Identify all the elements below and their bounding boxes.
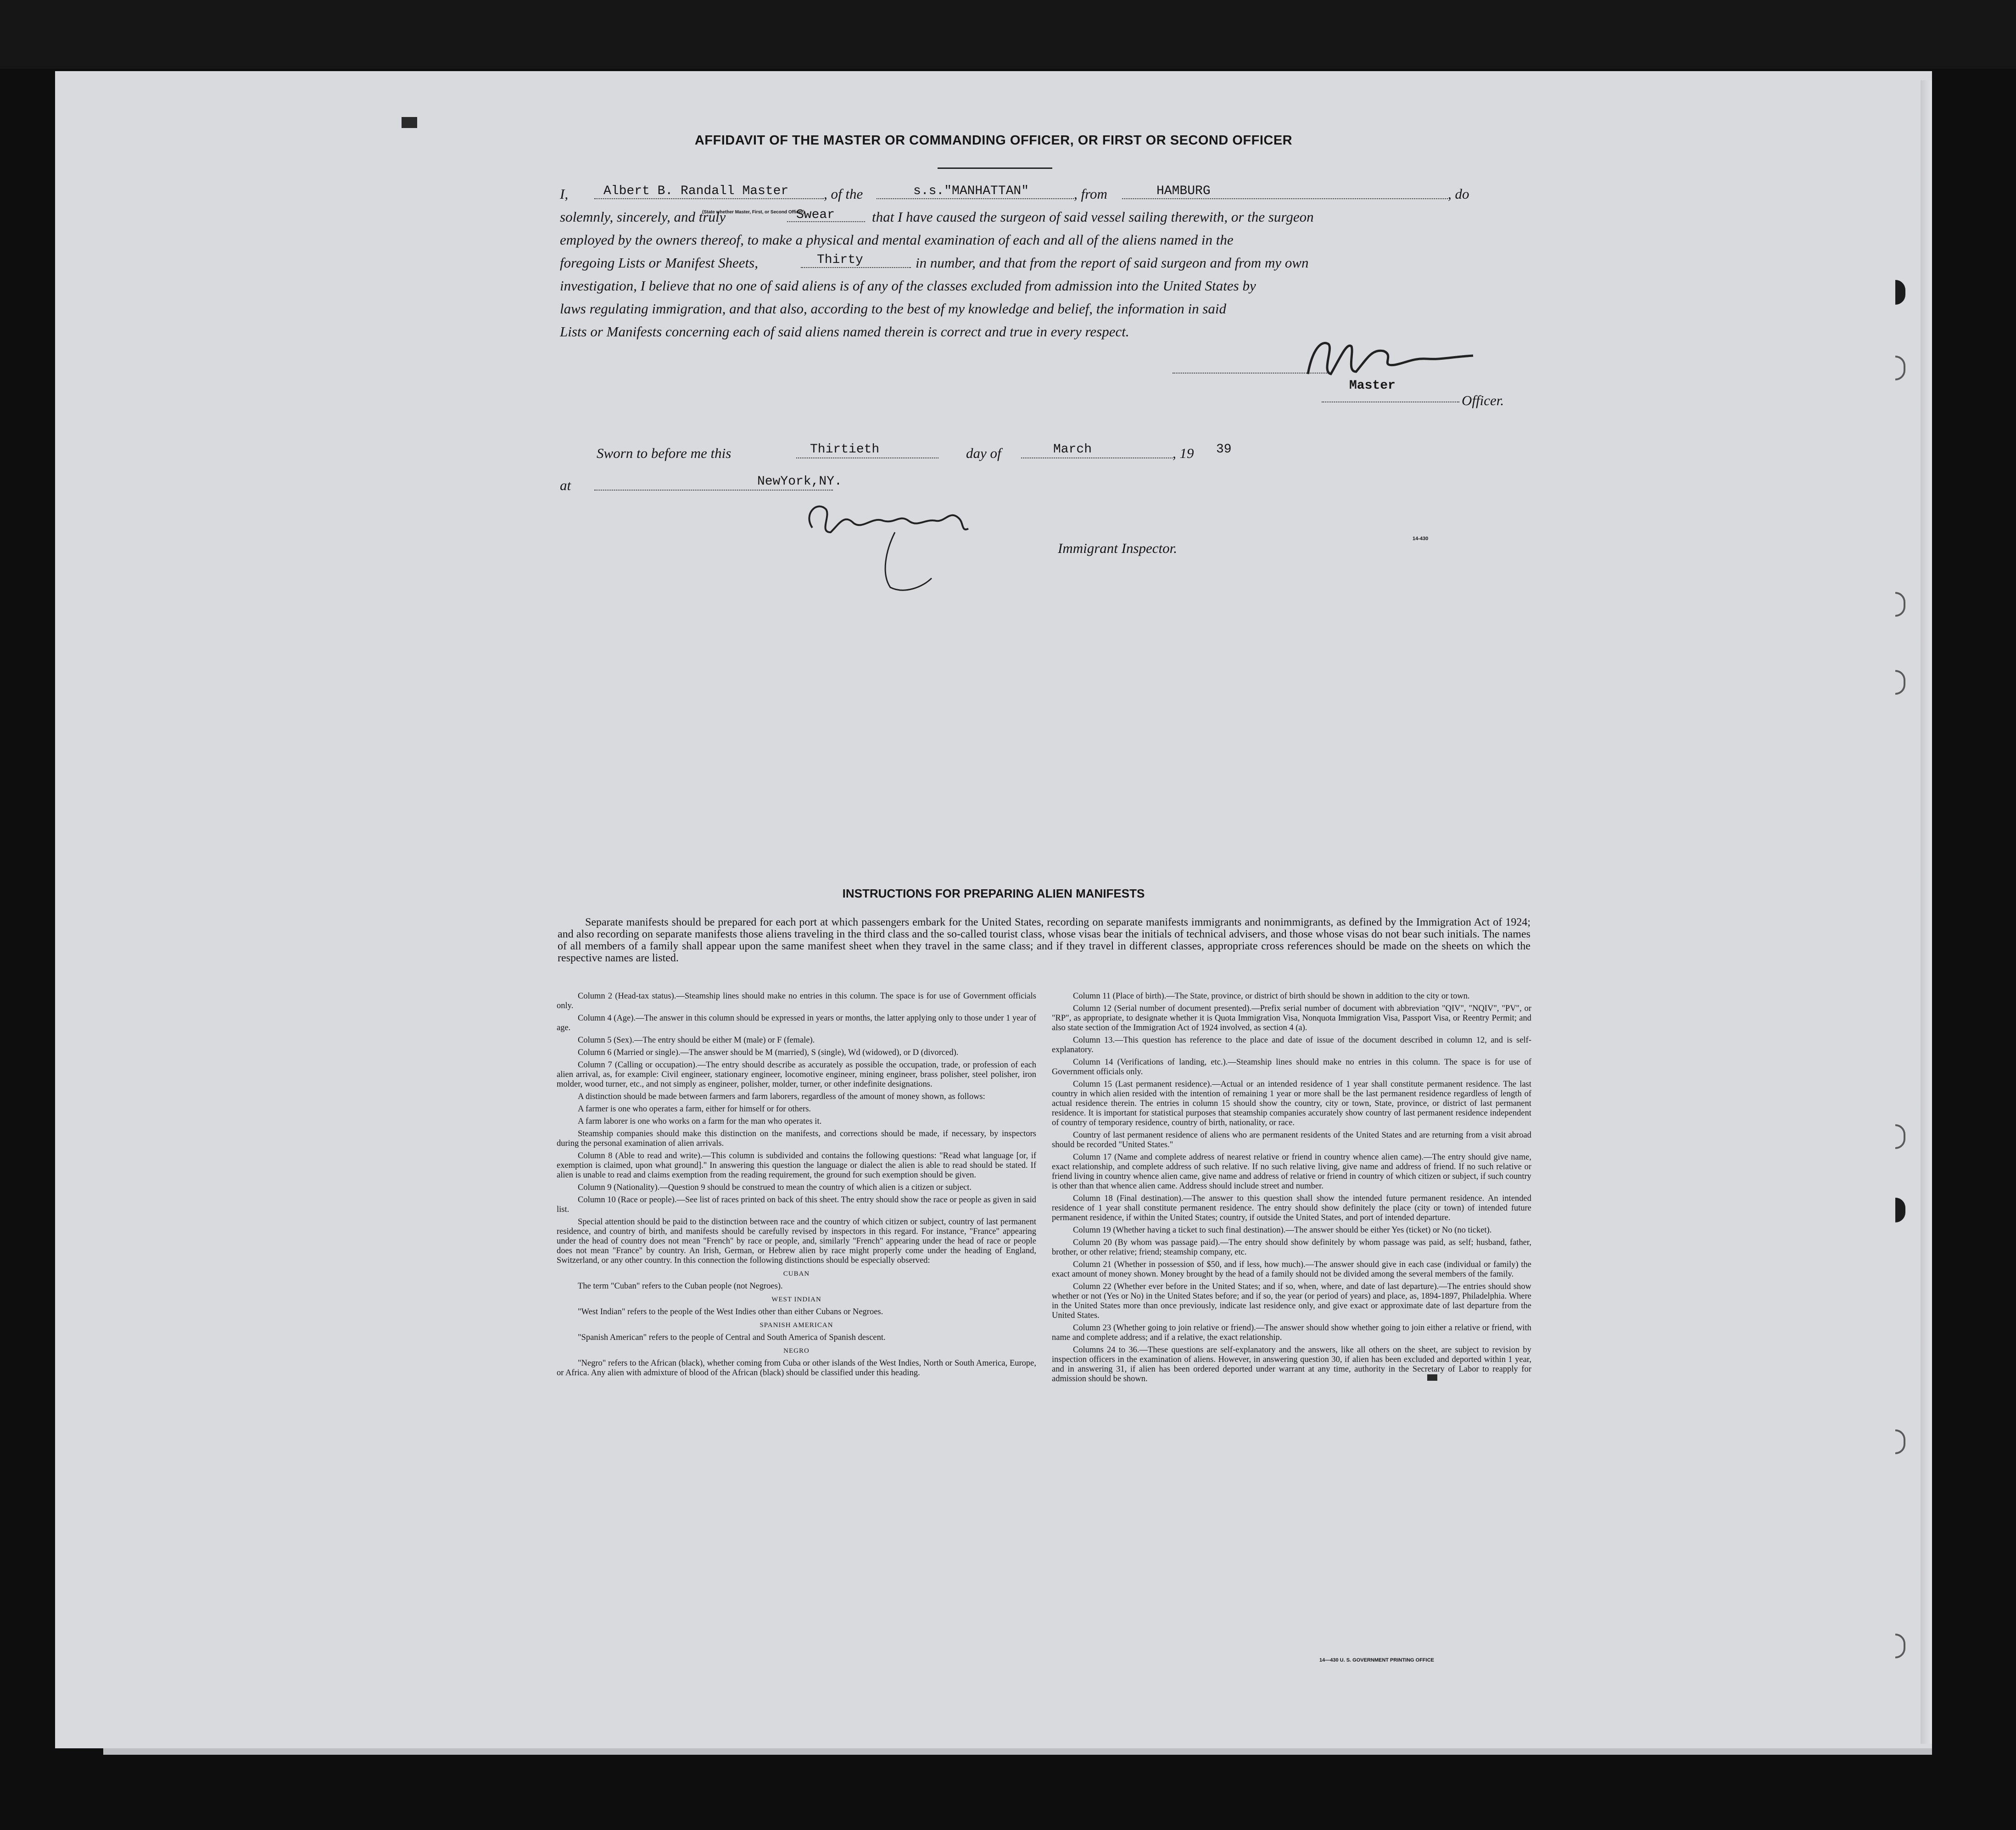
instruction-paragraph: "Spanish American" refers to the people of Central and South America of Spanish descent.	[578, 1333, 886, 1342]
affidavit-I: I,	[560, 186, 569, 202]
instruction-paragraph: Columns 24 to 36.—These questions are self-explanatory and the answers, like all others on the sheet, are subject to revision by inspection officers in the examination of aliens. However, in answering question 30, if alien has been excluded and deported within 1 year, and in answering 31, if alien has been ordered deported under warrant at any time, authority in the Secretary of Labor to reapply for admission should be shown.	[1052, 1345, 1531, 1384]
title-rule	[938, 167, 1052, 169]
do-label: , do	[1448, 186, 1469, 202]
affidavit-line-2a: solemnly, sincerely, and truly	[560, 209, 726, 225]
instruction-paragraph: "Negro" refers to the African (black), whether coming from Cuba or other islands of the West Indies, North or South America, Europe, or Africa. Any alien with admixture of blood of the African (black) should be classified under this heading.	[557, 1359, 1036, 1378]
affidavit-line-3: employed by the owners thereof, to make a physical and mental examination of each and all of the aliens named in the	[560, 232, 1234, 248]
instruction-paragraph: Column 7 (Calling or occupation).—The entry should describe as accurately as possible the occupation, trade, or profession of each alien arrival, as, for example: Civil engineer, stationary engineer, locomotive engineer, mining engineer, brass polisher, steel polisher, iron molder, wood turner, etc., and not simply as engineer, polisher, molder, turner, or other indefinite designations.	[557, 1060, 1036, 1089]
affidavit-line-5: investigation, I believe that no one of said aliens is of any of the classes excluded from admission into the United States by	[560, 278, 1256, 294]
instruction-paragraph: Column 13.—This question has reference to the place and date of issue of the document described in column 12, and is self-explanatory.	[1052, 1036, 1531, 1054]
instruction-paragraph: Column 5 (Sex).—The entry should be either M (male) or F (female).	[578, 1036, 815, 1045]
instruction-paragraph: Column 11 (Place of birth).—The State, province, or district of birth should be shown in addition to the city or town.	[1073, 992, 1470, 1001]
from-label: , from	[1074, 186, 1107, 202]
instruction-paragraph: Column 19 (Whether having a ticket to such final destination).—The answer should be either Yes (ticket) or No (no ticket).	[1073, 1226, 1492, 1235]
page-right-edge	[1921, 80, 1932, 1744]
instruction-paragraph: Column 9 (Nationality).—Question 9 should be construed to mean the country of which alien is a citizen or subject.	[578, 1183, 972, 1192]
heading-negro: NEGRO	[783, 1347, 810, 1355]
sworn-month: March	[1053, 442, 1092, 457]
heading-west-indian: WEST INDIAN	[771, 1296, 821, 1303]
instruction-paragraph: Column 4 (Age).—The answer in this column should be expressed in years or months, the latter applying only to those under 1 year of age.	[557, 1014, 1036, 1032]
instruction-paragraph: Column 2 (Head-tax status).—Steamship lines should make no entries in this column. The space is for use of Government officials only.	[557, 992, 1036, 1010]
sheet-count: Thirty	[817, 253, 863, 267]
instruction-paragraph: Column 10 (Race or people).—See list of races printed on back of this sheet. The entry should show the race or people as given in said list.	[557, 1195, 1036, 1214]
printer-mark: 14—430 U. S. GOVERNMENT PRINTING OFFICE	[1319, 1657, 1434, 1663]
officer-hint: (State whether Master, First, or Second Officer)	[702, 210, 805, 215]
year-suffix: 39	[1216, 442, 1232, 457]
manifest-page	[55, 71, 1932, 1748]
instruction-paragraph: A farm laborer is one who works on a farm for the man who operates it.	[578, 1117, 822, 1126]
instruction-paragraph: A farmer is one who operates a farm, either for himself or for others.	[578, 1105, 811, 1114]
instruction-paragraph: Country of last permanent residence of aliens who are permanent residents of the United States and are returning from a visit abroad should be recorded "United States."	[1052, 1131, 1531, 1149]
instructions-intro: Separate manifests should be prepared for each port at which passengers embark for the United States, recording on separate manifests immigrants and nonimmigrants, as defined by the Immigration Act of 1924; and also recording on separate manifests those aliens traveling in the third class and the so-called tourist class, whose visas bear the initials of technical advisers, and those whose visas do not bear such initials. The names of all members of a family shall appear upon the same manifest sheet when they travel in the same class; and if they travel in different classes, appropriate cross references should be made on the sheets on which the respective names are listed.	[558, 916, 1530, 964]
instructions-right-column	[1052, 992, 1531, 1387]
instruction-paragraph: Column 20 (By whom was passage paid).—The entry should show definitely by whom passage was paid, as self; husband, father, brother, or other relative; friend; steamship company, etc.	[1052, 1238, 1531, 1257]
officer-label: Officer.	[1462, 392, 1504, 408]
affidavit-line-4b: in number, and that from the report of said surgeon and from my own	[916, 255, 1309, 271]
instruction-paragraph: Column 21 (Whether in possession of $50, and if less, how much).—The answer should give in each case (individual or family) the exact amount of money shown. Money brought by the head of a family should not be divided among the several members of the family.	[1052, 1260, 1531, 1279]
affidavit-line-2b: that I have caused the surgeon of said vessel sailing therewith, or the surgeon	[872, 209, 1314, 225]
year-prefix: , 19	[1173, 445, 1194, 461]
master-rank: Master	[1349, 379, 1396, 393]
place: NewYork,NY.	[757, 474, 842, 489]
instruction-paragraph: Column 23 (Whether going to join relative or friend).—The answer should show whether going to join either a relative or friend, with name and complete address; and if a relative, the exact relationship.	[1052, 1323, 1531, 1342]
port-name: HAMBURG	[1156, 184, 1211, 198]
scan-speck	[402, 117, 417, 128]
of-the-label: , of the	[824, 186, 863, 202]
instructions-left-column	[557, 992, 1036, 1381]
instruction-paragraph: The term "Cuban" refers to the Cuban people (not Negroes).	[578, 1282, 783, 1291]
instruction-paragraph: Column 12 (Serial number of document presented).—Prefix serial number of document with abbreviation "QIV", "NQIV", "PV", or "RP", as appropriate, to designate whether it is Quota Immigration Visa, Nonquota Immigration Visa, Passport Visa, or Reentry Permit; and also state section of the Immigration Act of 1924 involved, as section 4 (a).	[1052, 1004, 1531, 1032]
inspector-label: Immigrant Inspector.	[1058, 540, 1178, 556]
officer-name: Albert B. Randall Master	[603, 184, 789, 198]
sworn-label: Sworn to before me this	[597, 445, 732, 461]
oath-word: Swear	[796, 208, 835, 222]
day-of-label: day of	[966, 445, 1001, 461]
instruction-paragraph: Column 8 (Able to read and write).—This column is subdivided and contains the following questions: "Read what language [or, if exemption is claimed, upon what ground]." In answering this question the language or dialect the alien is able to read should be stated. If alien is unable to read and claims exemption from the reading requirement, the ground for such exemption should be given.	[557, 1151, 1036, 1180]
affidavit-line-7: Lists or Manifests concerning each of said aliens named therein is correct and true in every respect.	[560, 324, 1129, 340]
instruction-paragraph: Column 17 (Name and complete address of nearest relative or friend in country whence alien came).—The entry should give name, exact relationship, and complete address of such relative. If no such relative living, give name and address of friend. If no such relative or friend living in country whence alien came, give name and address of relative or friend in country of which citizen or subject, if such country is other than that whence alien came. Address should include street and number.	[1052, 1153, 1531, 1191]
vessel-name: s.s."MANHATTAN"	[913, 184, 1029, 198]
instruction-paragraph: A distinction should be made between farmers and farm laborers, regardless of the amount of money shown, as follows:	[578, 1092, 985, 1101]
heading-spanish-american: SPANISH AMERICAN	[759, 1322, 833, 1329]
sworn-day: Thirtieth	[810, 442, 880, 457]
heading-cuban: CUBAN	[783, 1270, 810, 1278]
instruction-paragraph: Column 18 (Final destination).—The answer to this question shall show the intended future permanent residence. An intended residence of 1 year shall constitute permanent residence. The entry should show definitely the place (city or town) of intended future permanent residence, if within the United States; country, if outside the United States, and port of intended departure.	[1052, 1194, 1531, 1222]
at-label: at	[560, 477, 571, 493]
instruction-paragraph: "West Indian" refers to the people of the West Indies other than either Cubans or Negroes.	[578, 1307, 883, 1317]
affidavit-line-4a: foregoing Lists or Manifest Sheets,	[560, 255, 758, 271]
instructions-title: INSTRUCTIONS FOR PREPARING ALIEN MANIFESTS	[842, 887, 1145, 900]
affidavit-title: AFFIDAVIT OF THE MASTER OR COMMANDING OFFICER, OR FIRST OR SECOND OFFICER	[694, 133, 1293, 148]
form-number: 14-430	[1413, 536, 1429, 541]
instruction-paragraph: Special attention should be paid to the distinction between race and the country of which citizen or subject, country of last permanent residence, and country of birth, and manifests should be carefully revised by inspectors in this regard. For instance, "France" appearing under the head of country does not mean "French" by race or people, and, similarly "French" appearing under the head of race or people does not mean "France" by country. An Irish, German, or Hebrew alien by race might properly come under the heading of England, Switzerland, or any other country. In this connection the following distinctions should be especially observed:	[557, 1217, 1036, 1265]
instruction-paragraph: Steamship companies should make this distinction on the manifests, and corrections should be made, if necessary, by inspectors during the personal examination of alien arrivals.	[557, 1129, 1036, 1148]
scan-border	[0, 0, 2016, 69]
instruction-paragraph: Column 15 (Last permanent residence).—Actual or an intended residence of 1 year shall constitute permanent residence. The last country in which alien resided with the intention of remaining 1 year or more shall be the last permanent residence regardless of length of actual residence therein. The entries in column 15 should show the country, city or town, State, province, or district of last permanent residence. It is important for statistical purposes that steamship companies accurately show country of last permanent residence independent of country of temporary residence, country of birth, nationality, or race.	[1052, 1080, 1531, 1127]
affidavit-line-6: laws regulating immigration, and that also, according to the best of my knowledge and belief, the information in said	[560, 301, 1227, 317]
instruction-paragraph: Column 22 (Whether ever before in the United States; and if so, when, where, and date of last departure).—The entries should show whether or not (Yes or No) in the United States before; and if so, the year (or period of years) and place, as, 1894-1897, Philadelphia. Where in the United States more than once previously, indicate last residence only, and give exact or approximate date of last departure from the United States.	[1052, 1282, 1531, 1320]
instruction-paragraph: Column 6 (Married or single).—The answer should be M (married), S (single), Wd (widowed), or D (divorced).	[578, 1048, 959, 1057]
inspector-signature	[799, 496, 1010, 601]
instruction-paragraph: Column 14 (Verifications of landing, etc.).—Steamship lines should make no entries in this column. The space is for use of Government officials only.	[1052, 1058, 1531, 1077]
